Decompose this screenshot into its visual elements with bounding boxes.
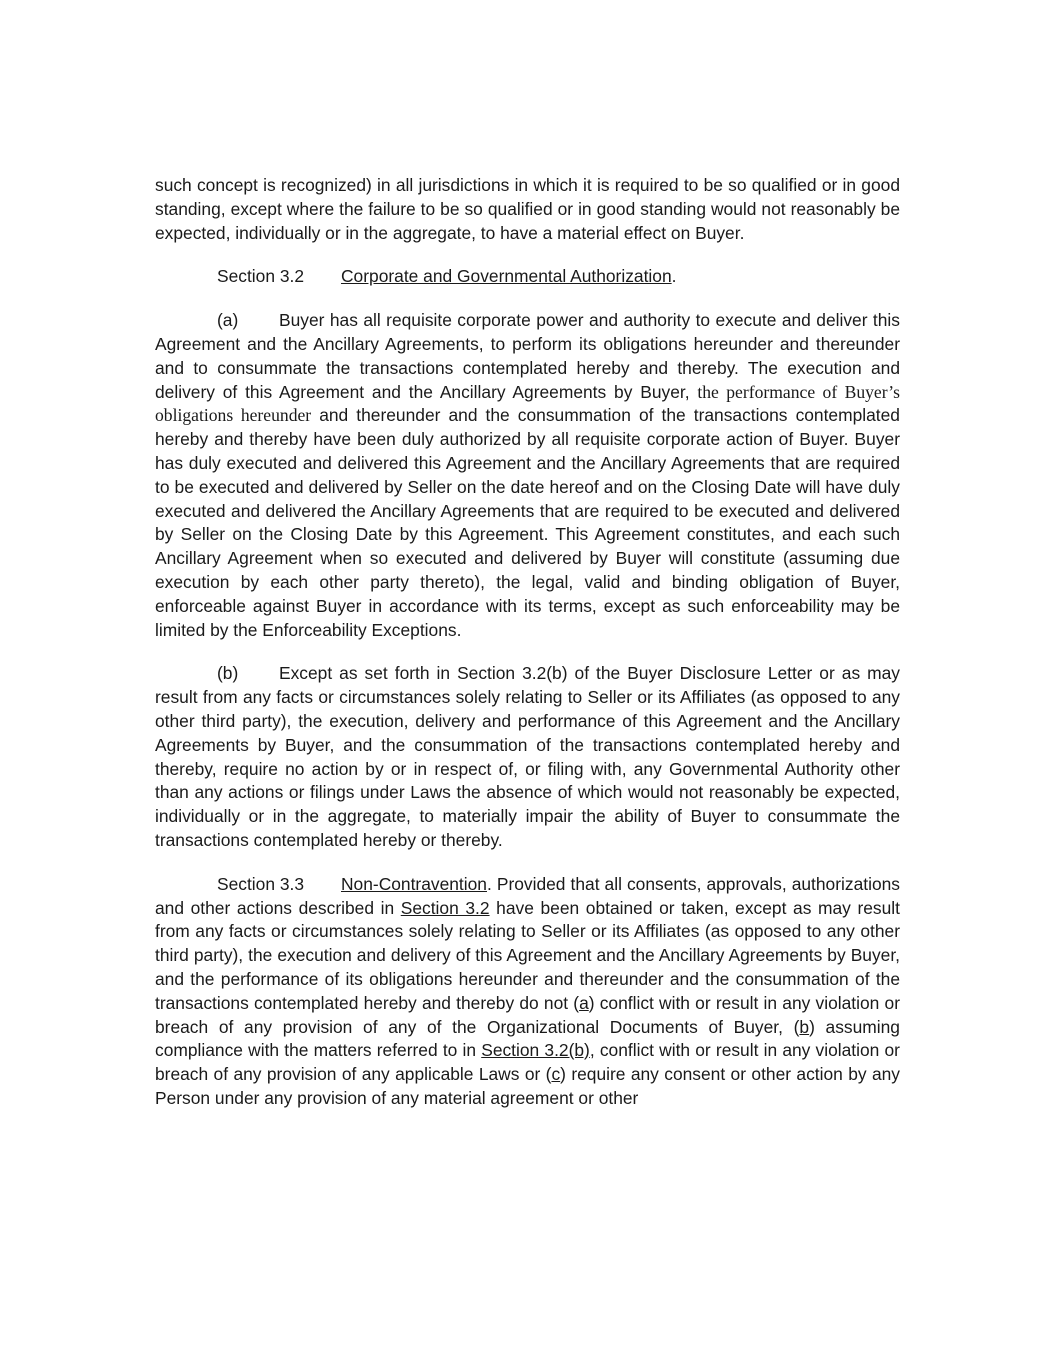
section-title: Corporate and Governmental Authorization — [341, 266, 672, 287]
paragraph-text: . Provided that all consents, approvals, authorizations and other actions described in — [155, 873, 900, 918]
section-title: Non-Contravention — [341, 873, 487, 894]
clause-letter: c — [551, 1064, 561, 1085]
subsection-label: (b) — [217, 663, 239, 684]
paragraph-text: Buyer has all requisite corporate power and authority to execute and deliver this Agreement and the Ancillary Agreements, to perform its obligations hereunder and thereunder and to consummate the transactions contemplated hereby and thereby. The execution and delivery of this Agreement and the Ancillary Agreements by Buyer, — [155, 310, 900, 402]
section-number: Section 3.2 — [217, 266, 305, 287]
section-3-3-paragraph — [155, 873, 900, 1111]
section-title-end: . — [671, 266, 677, 287]
paragraph-text: ) require any consent or other action by any Person under any provision of any material agreement or other — [155, 1064, 900, 1108]
section-3-2-a-paragraph — [155, 309, 900, 642]
clause-letter: a — [579, 992, 589, 1013]
paragraph-text-serif: the performance of Buyer’s obligations hereunder — [155, 381, 900, 426]
paragraph-text: ) conflict with or result in any violation or breach of any provision of any of the Organizational Documents of Buyer, ( — [155, 992, 900, 1037]
cross-reference: Section 3.2(b) — [481, 1040, 590, 1061]
clause-letter: b — [799, 1016, 810, 1037]
paragraph-text: Except as set forth in Section 3.2(b) of the Buyer Disclosure Letter or as may result from any facts or circumstances solely relating to Seller or its Affiliates (as opposed to any other third party), the execution, delivery and performance of this Agreement and the Ancillary Agreements by Buyer, and the consummation of the transactions contemplated hereby and thereby, require no action by or in respect of, or filing with, any Governmental Authority other than any actions or filings under Laws the absence of which would not reasonably be expected, individually or in the aggregate, to materially impair the ability of Buyer to consummate the transactions contemplated hereby or thereby. — [155, 663, 900, 850]
document-page — [155, 174, 900, 1131]
section-number: Section 3.3 — [217, 873, 305, 894]
continuation-text: such concept is recognized) in all jurisdictions in which it is required to be so qualified or in good standing, except where the failure to be so qualified or in good standing would not reasonably be expected, individually or in the aggregate, to have a material effect on Buyer. — [155, 175, 900, 243]
paragraph-text: have been obtained or taken, except as may result from any facts or circumstances solely relating to Seller or its Affiliates (as opposed to any other third party), the execution and delivery of this Agreement and the Ancillary Agreements by Buyer, and the performance of its obligations hereunder and thereunder and the consummation of the transactions contemplated hereby and thereby do not ( — [155, 897, 900, 1013]
paragraph-text: ) assuming compliance with the matters referred to in — [155, 1016, 900, 1061]
subsection-label: (a) — [217, 310, 239, 331]
section-3-2-heading — [155, 265, 900, 289]
continuation-paragraph — [155, 174, 900, 245]
paragraph-text: and thereunder and the consummation of the transactions contemplated hereby and thereby have been duly authorized by all requisite corporate action of Buyer. Buyer has duly executed and delivered this Agreement and the Ancillary Agreements that are required to be executed and delivered by Seller on the date hereof and on the Closing Date will have duly executed and delivered the Ancillary Agreements that are required to be executed and delivered by Seller on the Closing Date by this Agreement. This Agreement constitutes, and each such Ancillary Agreement when so executed and delivered by Buyer will constitute (assuming due execution by each other party thereto), the legal, valid and binding obligation of Buyer, enforceable against Buyer in accordance with its terms, except as such enforceability may be limited by the Enforceability Exceptions. — [155, 405, 900, 640]
section-3-2-b-paragraph — [155, 662, 900, 852]
paragraph-text: , conflict with or result in any violation or breach of any provision of any applicable Laws or ( — [155, 1040, 900, 1085]
cross-reference: Section 3.2 — [400, 897, 490, 918]
